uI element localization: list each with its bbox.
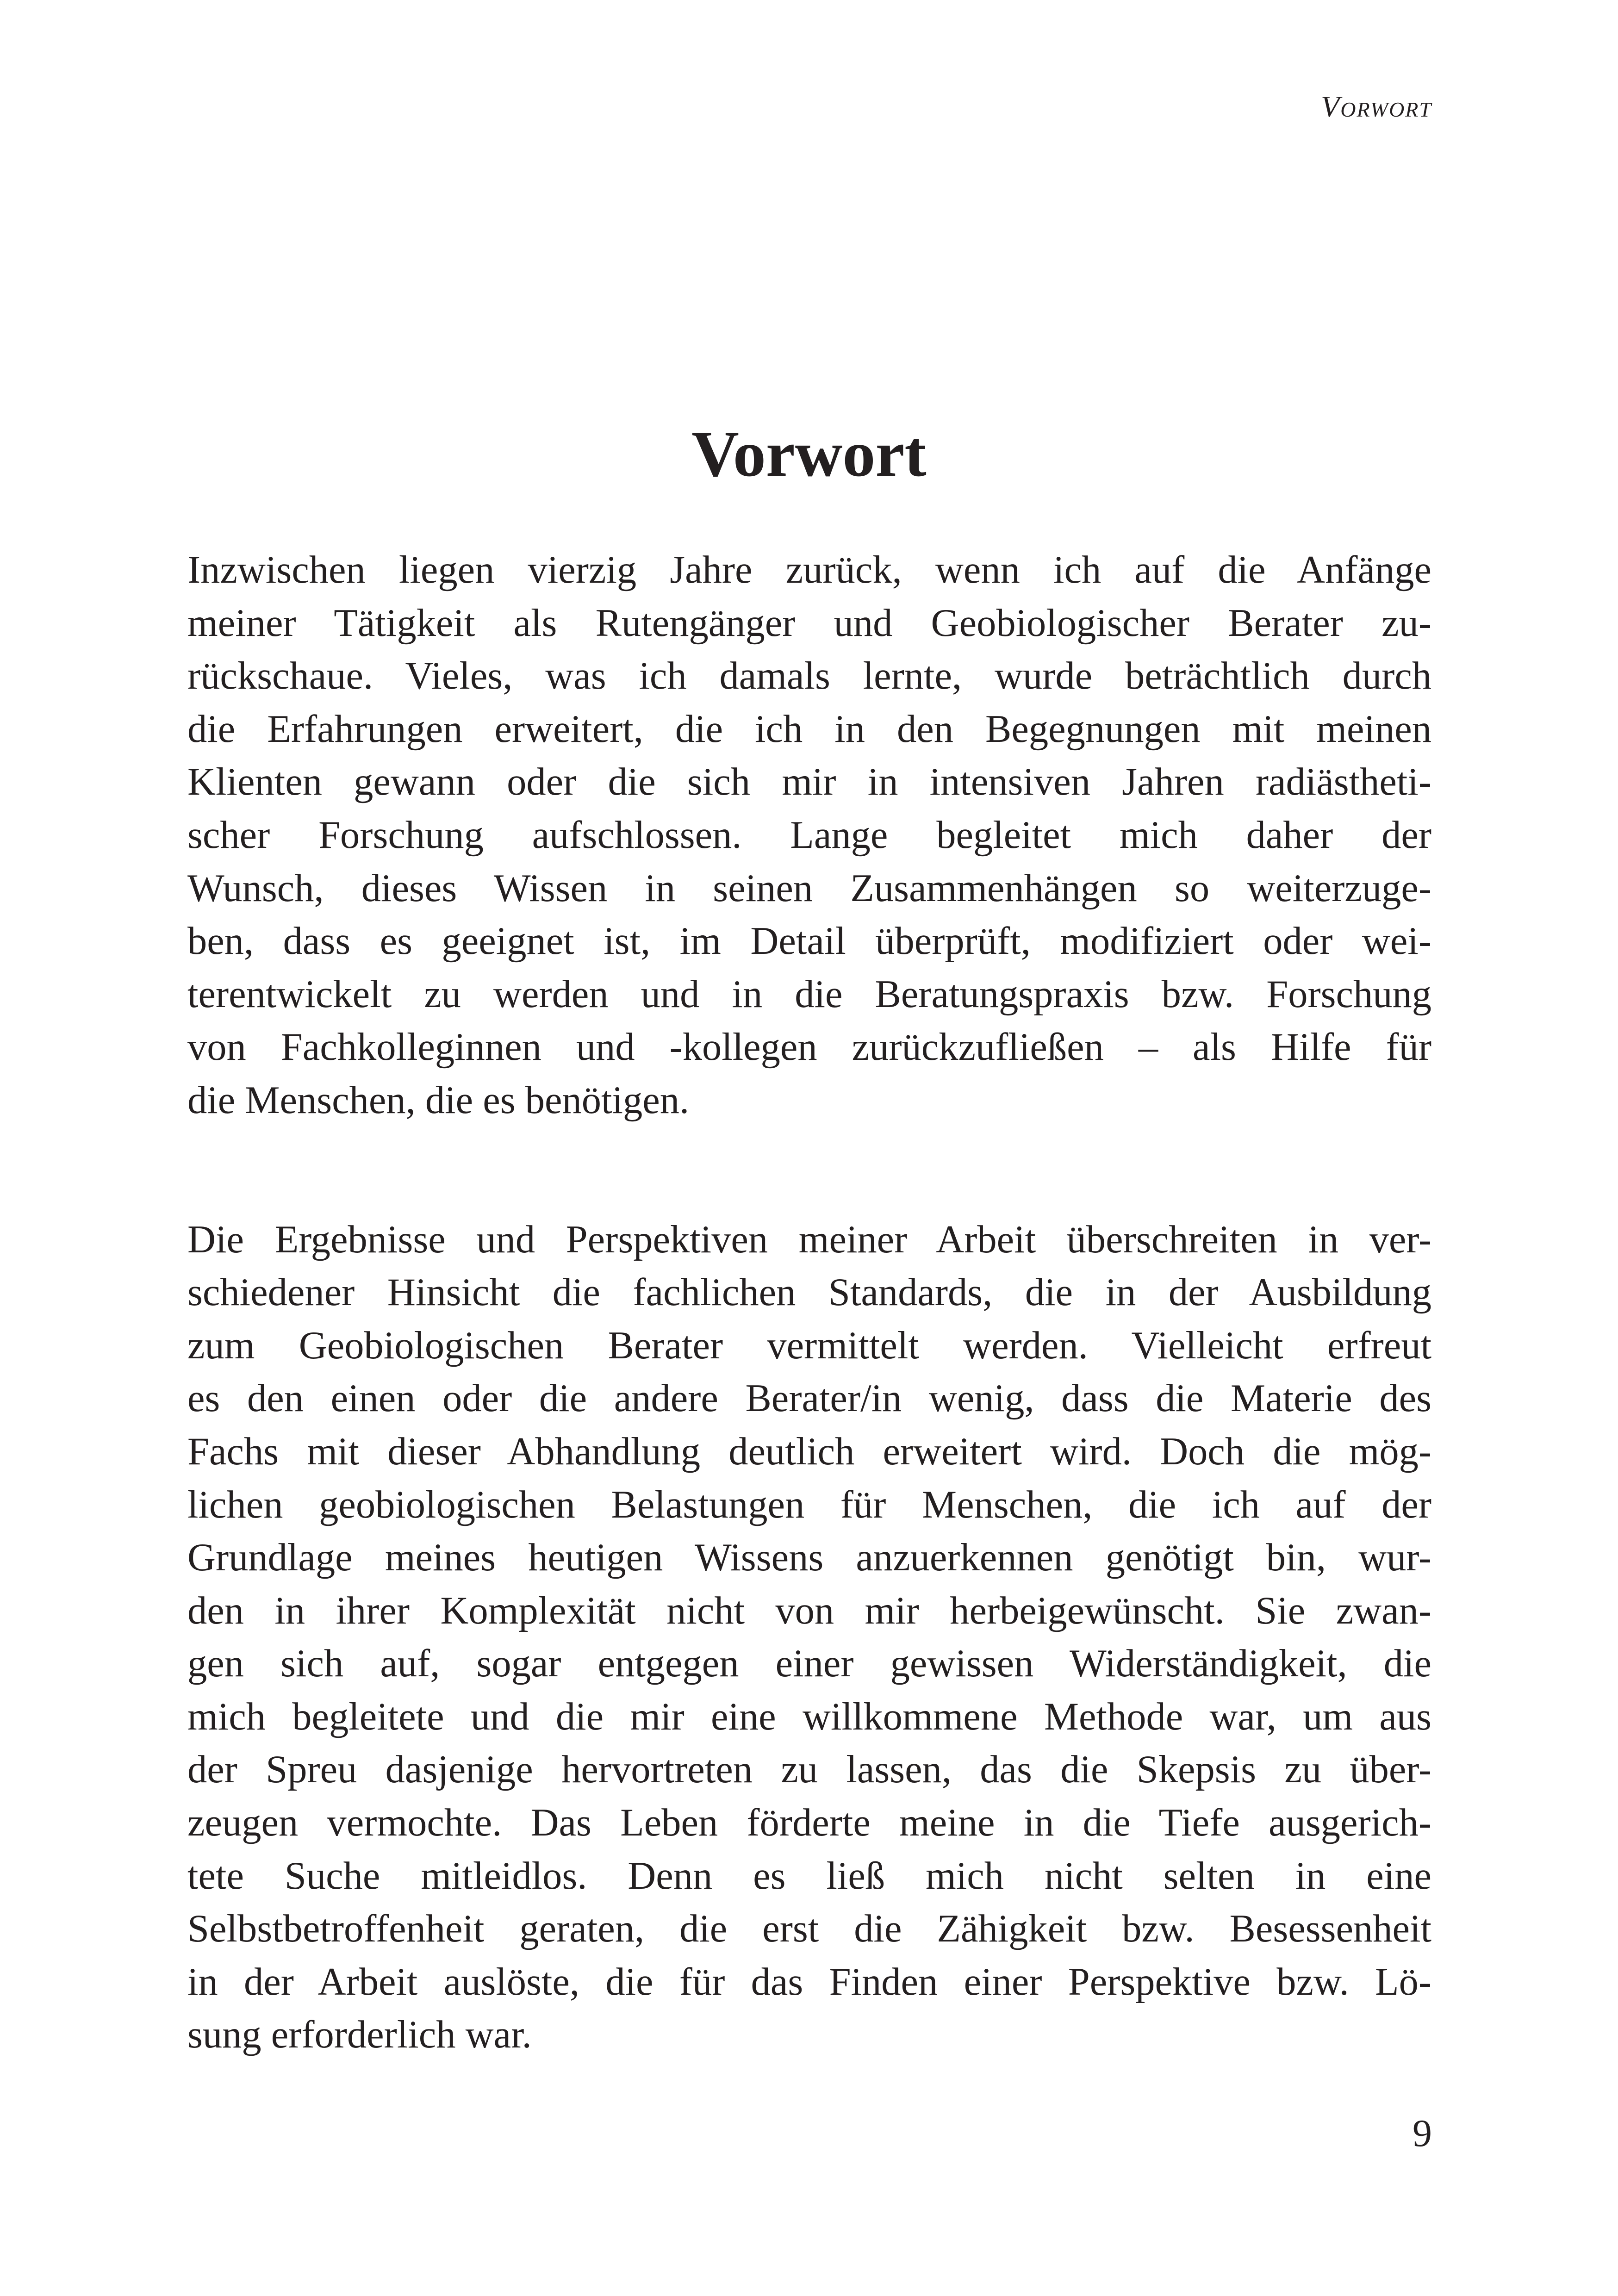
text-line: scher Forschung aufschlossen. Lange begleitet mich daher der <box>187 813 1431 857</box>
text-line: tete Suche mitleidlos. Denn es ließ mich nicht selten in eine <box>187 1854 1431 1898</box>
page-number: 9 <box>1413 2112 1432 2155</box>
text-line: der Spreu dasjenige hervortreten zu lassen, das die Skepsis zu über- <box>187 1748 1431 1792</box>
chapter-title: Vorwort <box>691 417 927 490</box>
text-line: terentwickelt zu werden und in die Beratungspraxis bzw. Forschung <box>187 972 1431 1016</box>
text-line: von Fachkolleginnen und -kollegen zurückzufließen – als Hilfe für <box>187 1026 1431 1069</box>
paragraph-1 <box>187 544 1431 1127</box>
text-line: Fachs mit dieser Abhandlung deutlich erweitert wird. Doch die mög- <box>187 1430 1431 1473</box>
text-line: zum Geobiologischen Berater vermittelt werden. Vielleicht erfreut <box>187 1324 1431 1367</box>
text-line: rückschaue. Vieles, was ich damals lernte, wurde beträchtlich durch <box>187 654 1431 698</box>
text-line: zeugen vermochte. Das Leben förderte meine in die Tiefe ausgerich- <box>187 1801 1431 1845</box>
text-line: Klienten gewann oder die sich mir in intensiven Jahren radiästheti- <box>187 760 1431 804</box>
text-line: die Menschen, die es benötigen. <box>187 1078 690 1122</box>
text-line: den in ihrer Komplexität nicht von mir herbeigewünscht. Sie zwan- <box>187 1589 1431 1632</box>
text-line: es den einen oder die andere Berater/in wenig, dass die Materie des <box>187 1377 1431 1420</box>
text-line: Die Ergebnisse und Perspektiven meiner Arbeit überschreiten in ver- <box>187 1218 1431 1261</box>
text-line: meiner Tätigkeit als Rutengänger und Geobiologischer Berater zu- <box>187 601 1431 645</box>
body-text <box>187 544 1431 2062</box>
text-line: Wunsch, dieses Wissen in seinen Zusammenhängen so weiterzuge- <box>187 866 1431 910</box>
text-line: die Erfahrungen erweitert, die ich in den Begegnungen mit meinen <box>187 707 1431 751</box>
text-line: gen sich auf, sogar entgegen einer gewissen Widerständigkeit, die <box>187 1642 1431 1686</box>
running-header: Vorwort <box>1320 90 1432 124</box>
text-line: Grundlage meines heutigen Wissens anzuerkennen genötigt bin, wur- <box>187 1536 1431 1580</box>
text-line: in der Arbeit auslöste, die für das Finden einer Perspektive bzw. Lö- <box>187 1960 1431 2004</box>
text-line: lichen geobiologischen Belastungen für Menschen, die ich auf der <box>187 1483 1431 1526</box>
text-line: mich begleitete und die mir eine willkommene Methode war, um aus <box>187 1695 1431 1738</box>
text-line: schiedener Hinsicht die fachlichen Standards, die in der Ausbildung <box>187 1271 1431 1314</box>
text-line: sung erforderlich war. <box>187 2013 532 2057</box>
text-line: Inzwischen liegen vierzig Jahre zurück, wenn ich auf die Anfänge <box>187 548 1431 591</box>
paragraph-2 <box>187 1213 1431 2062</box>
text-line: Selbstbetroffenheit geraten, die erst die Zähigkeit bzw. Besessenheit <box>187 1907 1431 1951</box>
text-line: ben, dass es geeignet ist, im Detail überprüft, modifiziert oder wei- <box>187 920 1431 963</box>
